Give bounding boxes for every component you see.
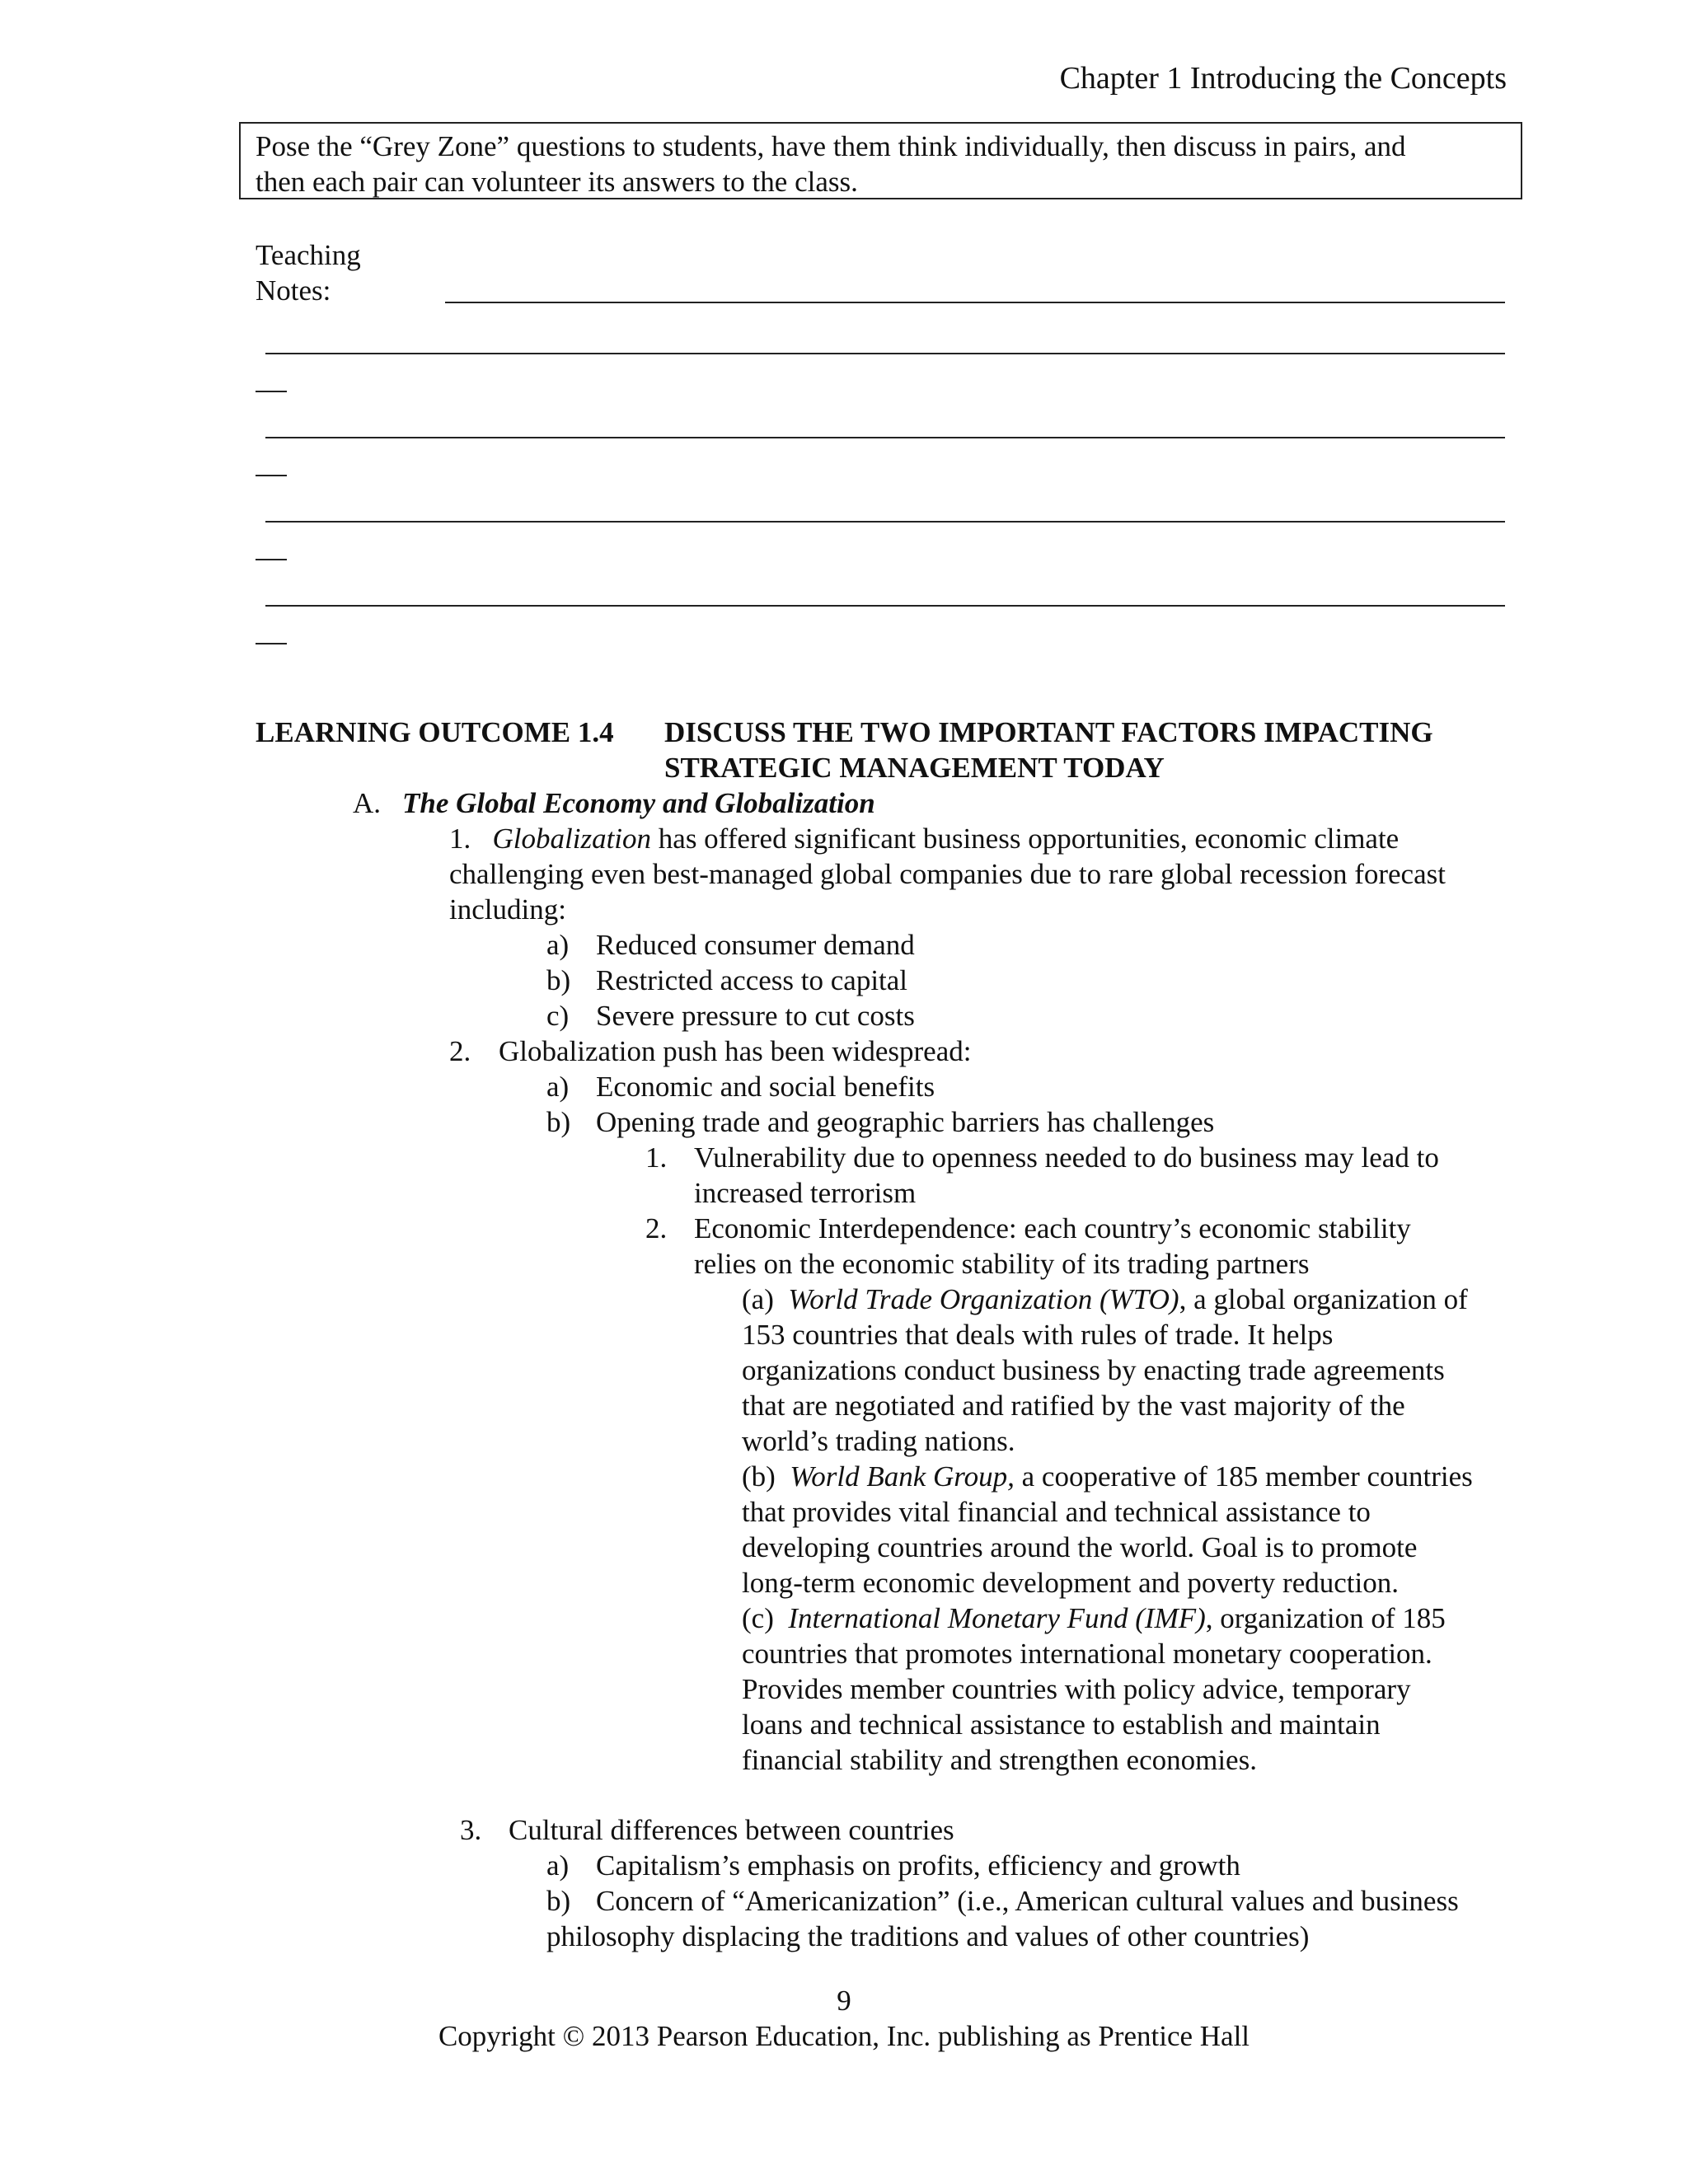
list-item: Opening trade and geographic barriers has challenges: [596, 1106, 1215, 1138]
teaching-notes-label: Teaching: [256, 239, 361, 271]
term: Globalization: [492, 823, 652, 855]
list-item: Economic and social benefits: [596, 1071, 935, 1103]
outline-marker: A.: [353, 787, 382, 819]
list-item: Severe pressure to cut costs: [596, 1000, 915, 1032]
outline-marker: b): [546, 1885, 571, 1917]
page-number: 9: [837, 1985, 851, 2017]
text: a cooperative of 185 member countries: [1014, 1460, 1473, 1493]
outline-marker: (a): [742, 1283, 774, 1315]
outline-marker: (c): [742, 1602, 774, 1634]
paragraph-line: organizations conduct business by enacting trade agreements: [742, 1354, 1445, 1386]
instruction-line: Pose the “Grey Zone” questions to students, have them think individually, then discuss in pairs, and: [256, 130, 1406, 162]
list-item: Vulnerability due to openness needed to do business may lead to: [694, 1141, 1439, 1174]
notes-rule: [265, 353, 1505, 354]
notes-dash: [256, 391, 287, 392]
paragraph-line: long-term economic development and poverty reduction.: [742, 1567, 1399, 1599]
outline-marker: b): [546, 1106, 571, 1138]
list-item: Capitalism’s emphasis on profits, efficiency and growth: [596, 1849, 1240, 1882]
paragraph-line: [742, 1459, 1473, 1494]
paragraph-line: [449, 821, 1399, 856]
learning-outcome-label: LEARNING OUTCOME 1.4: [256, 716, 614, 748]
paragraph-line: that are negotiated and ratified by the vast majority of the: [742, 1390, 1405, 1422]
learning-outcome-title: DISCUSS THE TWO IMPORTANT FACTORS IMPACTING: [664, 716, 1433, 748]
text: , a global organization of: [1179, 1283, 1468, 1315]
paragraph-line: Provides member countries with policy advice, temporary: [742, 1673, 1411, 1705]
notes-rule: [445, 302, 1505, 303]
notes-rule: [265, 605, 1505, 607]
text: , organization of 185: [1205, 1602, 1446, 1634]
notes-dash: [256, 559, 287, 560]
copyright: Copyright © 2013 Pearson Education, Inc. publishing as Prentice Hall: [438, 2020, 1250, 2052]
paragraph-line: countries that promotes international monetary cooperation.: [742, 1638, 1432, 1670]
notes-rule: [265, 521, 1505, 523]
term: International Monetary Fund (IMF): [788, 1602, 1206, 1634]
outline-marker: b): [546, 964, 571, 996]
paragraph-line: financial stability and strengthen economies.: [742, 1744, 1257, 1776]
list-item: Reduced consumer demand: [596, 929, 915, 961]
list-item: Concern of “Americanization” (i.e., American cultural values and business: [596, 1885, 1459, 1917]
list-item: Restricted access to capital: [596, 964, 908, 996]
list-item: philosophy displacing the traditions and values of other countries): [546, 1920, 1310, 1952]
running-header: Chapter 1 Introducing the Concepts: [1059, 61, 1507, 96]
text: has offered significant business opportunities, economic climate: [651, 823, 1400, 855]
notes-rule: [265, 437, 1505, 438]
outline-marker: 1.: [449, 823, 471, 855]
paragraph-line: challenging even best-managed global companies due to rare global recession forecast: [449, 858, 1446, 890]
outline-marker: 1.: [645, 1141, 668, 1174]
outline-marker: a): [546, 1071, 570, 1103]
outline-marker: a): [546, 1849, 570, 1882]
paragraph-line: [742, 1601, 1446, 1636]
teaching-notes-label: Notes:: [256, 274, 331, 307]
paragraph-line: developing countries around the world. Goal is to promote: [742, 1531, 1418, 1563]
term: World Bank Group,: [790, 1460, 1015, 1493]
outline-marker: c): [546, 1000, 570, 1032]
outline-marker: (b): [742, 1460, 776, 1493]
notes-dash: [256, 475, 287, 476]
paragraph-line: including:: [449, 893, 566, 926]
instruction-line: then each pair can volunteer its answers to the class.: [256, 166, 858, 198]
instruction-box: [239, 122, 1522, 199]
list-item: Globalization push has been widespread:: [499, 1035, 972, 1067]
term: World Trade Organization (WTO): [788, 1283, 1179, 1315]
list-item: increased terrorism: [694, 1177, 917, 1209]
paragraph-line: [742, 1282, 1468, 1317]
paragraph-line: that provides vital financial and technical assistance to: [742, 1496, 1371, 1528]
subsection-title: The Global Economy and Globalization: [402, 787, 875, 819]
outline-marker: 2.: [449, 1035, 471, 1067]
outline-marker: a): [546, 929, 570, 961]
paragraph-line: loans and technical assistance to establish and maintain: [742, 1708, 1381, 1741]
outline-marker: 2.: [645, 1212, 668, 1244]
list-item: relies on the economic stability of its trading partners: [694, 1248, 1310, 1280]
list-item: Cultural differences between countries: [509, 1814, 954, 1846]
notes-dash: [256, 643, 287, 644]
paragraph-line: 153 countries that deals with rules of trade. It helps: [742, 1319, 1334, 1351]
paragraph-line: world’s trading nations.: [742, 1425, 1015, 1457]
list-item: Economic Interdependence: each country’s economic stability: [694, 1212, 1411, 1244]
outline-marker: 3.: [460, 1814, 482, 1846]
learning-outcome-title: STRATEGIC MANAGEMENT TODAY: [664, 752, 1165, 784]
